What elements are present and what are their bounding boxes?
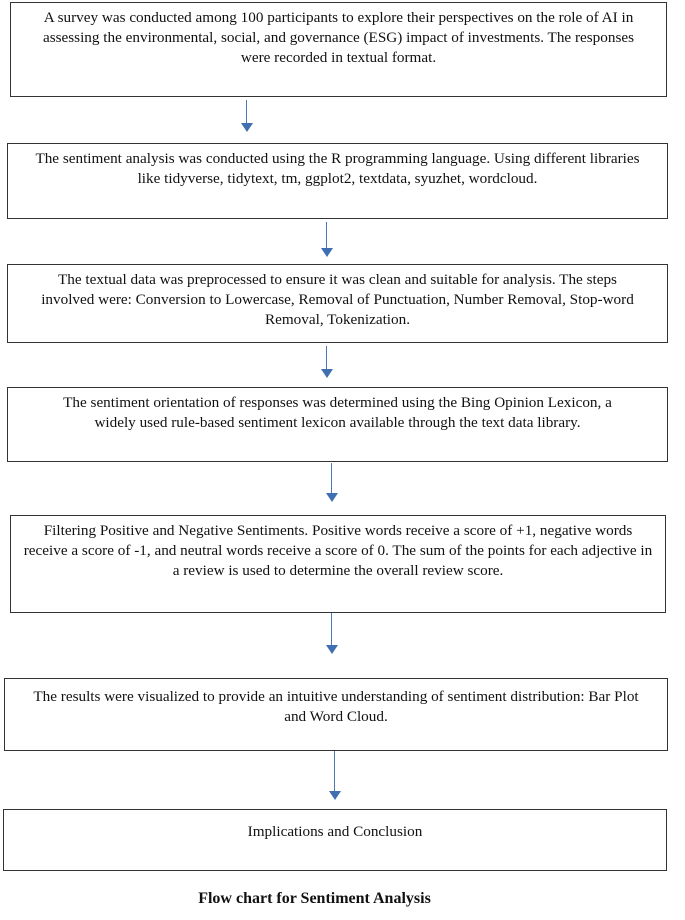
step-text: The results were visualized to provide an intuitive understanding of sentiment distribution: Bar Plot and Word Cloud.	[33, 688, 639, 725]
flow-arrow	[329, 751, 341, 801]
flow-arrow	[241, 100, 253, 132]
step-text: A survey was conducted among 100 participants to explore their perspectives on the role of AI in assessing the environmental, social, and governance (ESG) impact of investments. The responses were recorded in textual format.	[42, 9, 635, 66]
flow-step-preprocessing	[7, 264, 668, 343]
figure-caption: Flow chart for Sentiment Analysis	[198, 890, 431, 907]
flow-step-r-libraries	[7, 143, 668, 219]
flow-arrow	[321, 346, 333, 378]
flow-step-visualization	[4, 678, 668, 751]
step-text: Filtering Positive and Negative Sentiments. Positive words receive a score of +1, negative words receive a score of -1, and neutral words receive a score of 0. The sum of the points for each adjective in a review is used to determine the overall review score.	[23, 522, 653, 579]
flow-step-conclusion	[3, 809, 667, 871]
flow-step-filtering	[10, 515, 666, 613]
step-text: The textual data was preprocessed to ensure it was clean and suitable for analysis. The steps involved were: Conversion to Lowercase, Removal of Punctuation, Number Removal, Stop-word Removal, Tokenization.	[41, 271, 634, 328]
step-text: The sentiment analysis was conducted using the R programming language. Using different libraries like tidyverse, tidytext, tm, ggplot2, textdata, syuzhet, wordcloud.	[35, 150, 640, 187]
step-text: Implications and Conclusion	[247, 823, 423, 840]
flow-step-bing-lexicon	[7, 387, 668, 462]
flow-arrow	[326, 613, 338, 655]
flow-arrow	[321, 222, 333, 258]
step-text: The sentiment orientation of responses was determined using the Bing Opinion Lexicon, a widely used rule-based sentiment lexicon available through the text data library.	[63, 394, 612, 431]
flow-step-survey	[10, 2, 667, 97]
flow-arrow	[326, 463, 338, 503]
